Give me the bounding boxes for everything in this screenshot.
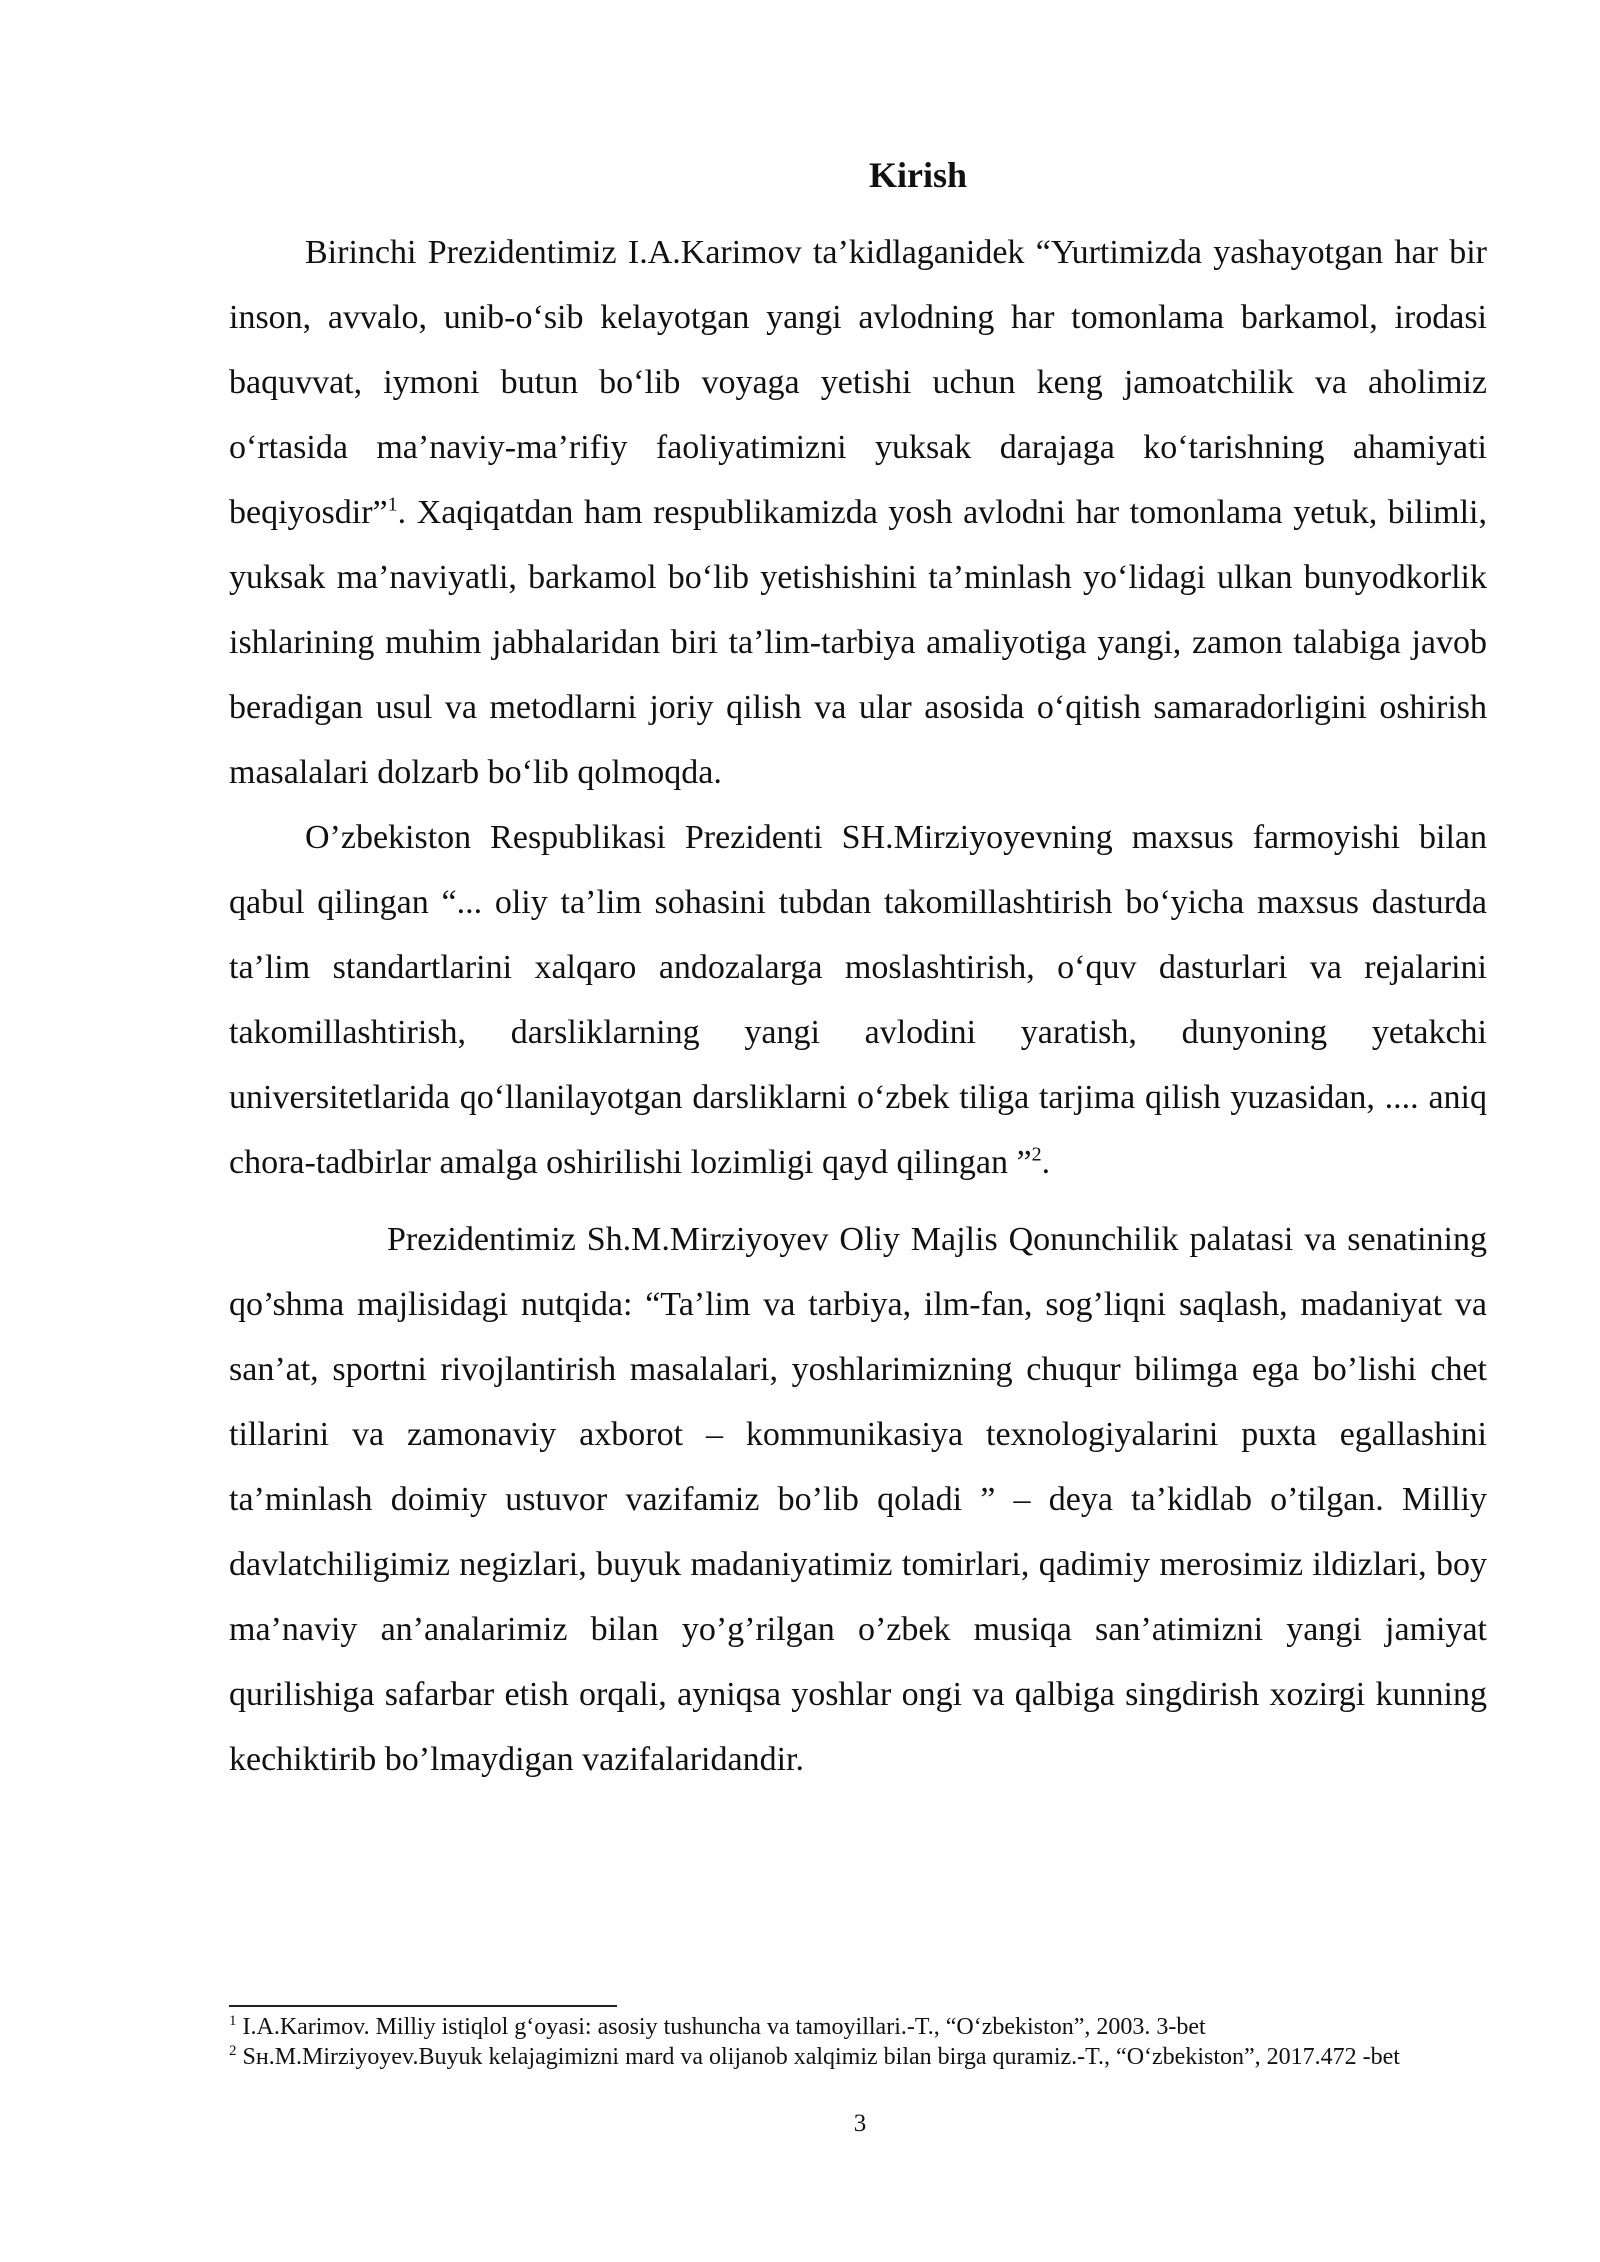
paragraph-1 (229, 220, 1487, 805)
footnotes (229, 2012, 1487, 2072)
paragraph-1-text-continued: . Xaqiqatdan ham respublikamizda yosh avlodni har tomonlama yetuk, bilimli, yuksak ma’naviyatli, barkamol bo‘lib yetishishini ta’minlash yo‘lidagi ulkan bunyodkorlik ishlarining muhim jabhalaridan biri ta’lim-tarbiya amaliyotiga yangi, zamon talabiga javob beradigan usul va metodlarni joriy qilish va ular asosida o‘qitish samaradorligini oshirish masalalari dolzarb bo‘lib qolmoqda. (229, 494, 1487, 791)
paragraph-2-text-end: . (1041, 1144, 1051, 1181)
footnote-mark-1: 1 (229, 2013, 237, 2029)
footnote-2 (229, 2042, 1487, 2072)
footnote-ref-2[interactable]: 2 (1031, 1143, 1042, 1166)
paragraph-1-text: Birinchi Prezidentimiz I.A.Karimov ta’kidlaganidek “Yurtimizda yashayotgan har bir inson, avvalo, unib-o‘sib kelayotgan yangi avlodning har tomonlama barkamol, irodasi baquvvat, iymoni butun bo‘lib voyaga yetishi uchun keng jamoatchilik va aholimiz o‘rtasida ma’naviy-ma’rifiy faoliyatimizni yuksak darajaga ko‘tarishning ahamiyati beqiyosdir” (229, 234, 1487, 531)
footnote-1-text: I.A.Karimov. Milliy istiqlol g‘oyasi: asosiy tushuncha va tamoyillari.-T., “O‘zbekiston”, 2003. 3-bet (236, 2014, 1206, 2040)
paragraph-2-text: O’zbekiston Respublikasi Prezidenti SH.Mirziyoyevning maxsus farmoyishi bilan qabul qilingan “... oliy ta’lim sohasini tubdan takomillashtirish bo‘yicha maxsus dasturda ta’lim standartlarini xalqaro andozalarga moslashtirish, o‘quv dasturlari va rejalarini takomillashtirish, darsliklarning yangi avlodini yaratish, dunyoning yetakchi universitetlarida qo‘llanilayotgan darsliklarni o‘zbek tiliga tarjima qilish yuzasidan, .... aniq chora-tadbirlar amalga oshirilishi lozimligi qayd qilingan ” (229, 819, 1487, 1181)
document-page (229, 150, 1487, 1792)
footnote-ref-1[interactable]: 1 (387, 493, 398, 516)
footnote-mark-2: 2 (229, 2043, 237, 2059)
footnote-2-text: Sʜ.M.Mirziyoyev.Buyuk kelajagimizni mard va olijanob xalqimiz bilan birga quramiz.-T., “O‘zbekiston”, 2017.472 -bet (236, 2044, 1400, 2070)
footnote-separator (229, 2005, 617, 2007)
page-number: 3 (853, 2110, 867, 2137)
page-title: Kirish (868, 155, 967, 195)
paragraph-3: Prezidentimiz Sh.M.Mirziyoyev Oliy Majlis Qonunchilik palatasi va senatining qo’shma majlisidagi nutqida: “Ta’lim va tarbiya, ilm-fan, sog’liqni saqlash, madaniyat va san’at, sportni rivojlantirish masalalari, yoshlarimizning chuqur bilimga ega bo’lishi chet tillarini va zamonaviy axborot – kommunikasiya texnologiyalarini puxta egallashini ta’minlash doimiy ustuvor vazifamiz bo’lib qoladi ” – deya ta’kidlab o’tilgan. Milliy davlatchiligimiz negizlari, buyuk madaniyatimiz tomirlari, qadimiy merosimiz ildizlari, boy ma’naviy an’analarimiz bilan yo’g’rilgan o’zbek musiqa san’atimizni yangi jamiyat qurilishiga safarbar etish orqali, ayniqsa yoshlar ongi va qalbiga singdirish xozirgi kunning kechiktirib bo’lmaydigan vazifalaridandir. (229, 1221, 1487, 1778)
paragraph-2 (229, 805, 1487, 1195)
footnote-1 (229, 2012, 1487, 2042)
